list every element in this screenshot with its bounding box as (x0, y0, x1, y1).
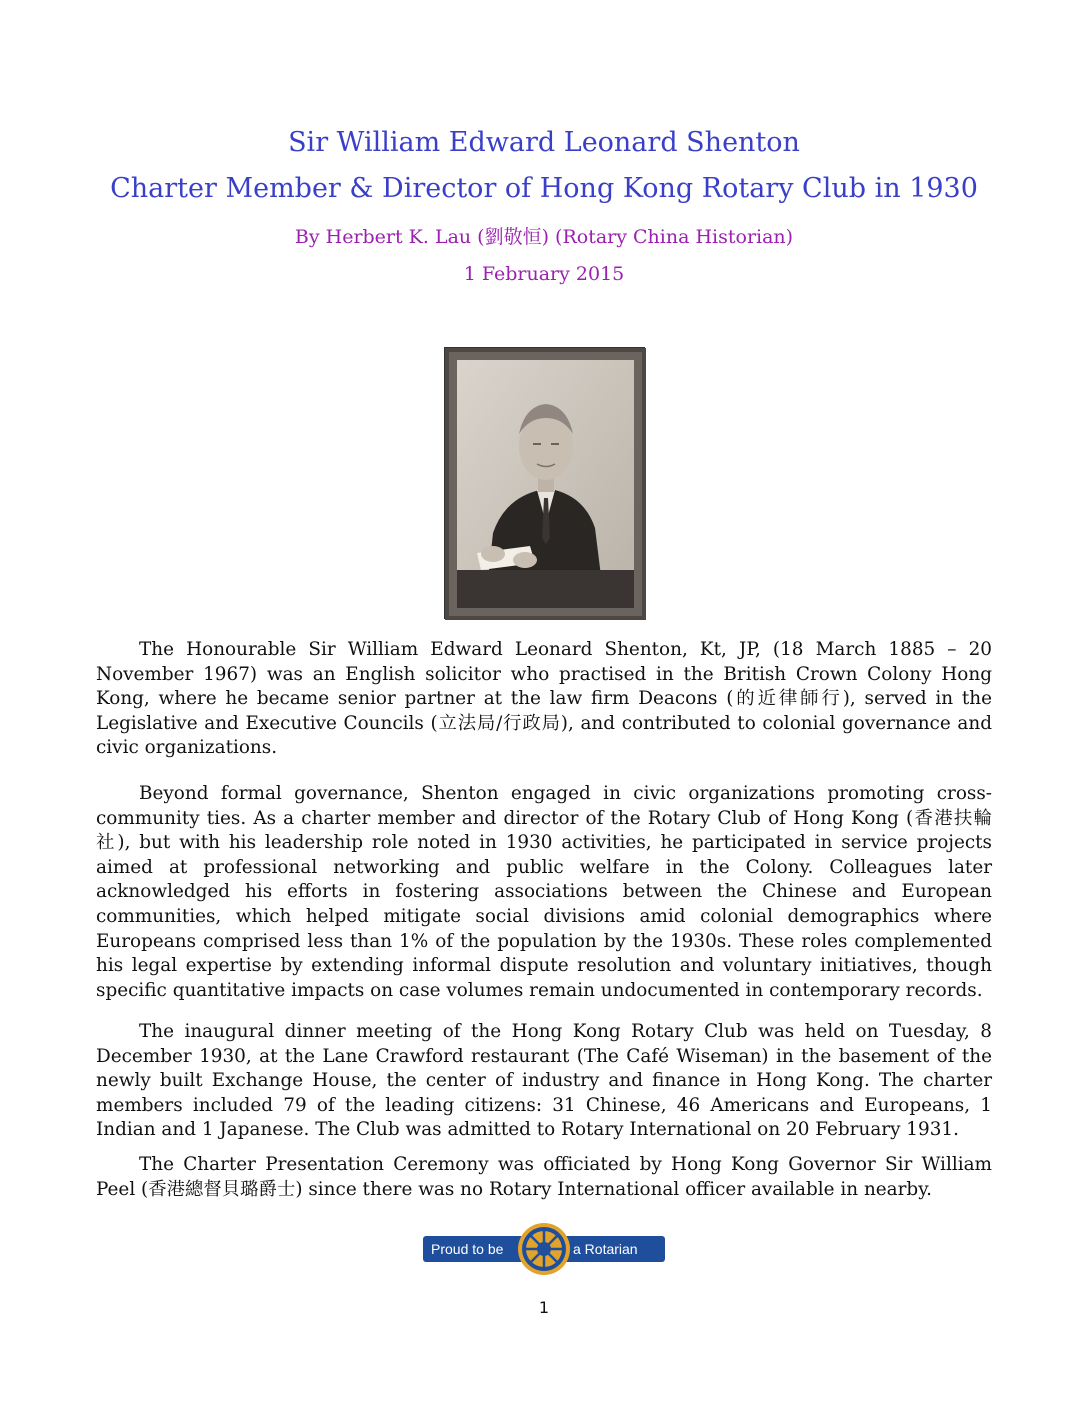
title-line-2: Charter Member & Director of Hong Kong Rotary Club in 1930 (110, 173, 978, 204)
rotarian-badge (423, 1222, 665, 1276)
paragraph-2: Beyond formal governance, Shenton engaged in civic organizations promoting cross-community ties. As a charter member and director of the Rotary Club of Hong Kong (香港扶輪社), but with his leadership role noted in 1930 activities, he participated in service projects aimed at professional networking and public welfare in the Colony. Colleagues later acknowledged his efforts in fostering associations between the Chinese and European communities, which helped mitigate social divisions amid colonial demographics where Europeans comprised less than 1% of the population by the 1930s. These roles complemented his legal expertise by extending informal dispute resolution and voluntary initiatives, though specific quantitative impacts on case volumes remain undocumented in contemporary records. (96, 783, 992, 1001)
author-byline: By Herbert K. Lau (劉敬恒) (Rotary China Historian) (294, 226, 794, 248)
title-line-1: Sir William Edward Leonard Shenton (288, 127, 800, 158)
badge-left-text: Proud to be (431, 1241, 504, 1257)
badge-right-text: a Rotarian (573, 1241, 638, 1257)
paragraph-1: The Honourable Sir William Edward Leonard Shenton, Kt, JP, (18 March 1885 – 20 November 1967) was an English solicitor who practised in the British Crown Colony Hong Kong, where he became senior partner at the law firm Deacons (的近律師行), served in the Legislative and Executive Councils (立法局/行政局), and contributed to colonial governance and civic organizations. (96, 639, 992, 759)
paragraph-3: The inaugural dinner meeting of the Hong Kong Rotary Club was held on Tuesday, 8 December 1930, at the Lane Crawford restaurant (The Café Wiseman) in the basement of the newly built Exchange House, the center of industry and finance in Hong Kong. The charter members included 79 of the leading citizens: 31 Chinese, 46 Americans and Europeans, 1 Indian and 1 Japanese. The Club was admitted to Rotary International on 20 February 1931. (96, 1021, 992, 1141)
page-number: 1 (538, 1298, 550, 1317)
document-date: 1 February 2015 (463, 263, 625, 285)
portrait-photo (444, 347, 645, 619)
paragraph-4: The Charter Presentation Ceremony was officiated by Hong Kong Governor Sir William Peel (香港總督貝璐爵士) since there was no Rotary International officer available in nearby. (96, 1154, 992, 1200)
